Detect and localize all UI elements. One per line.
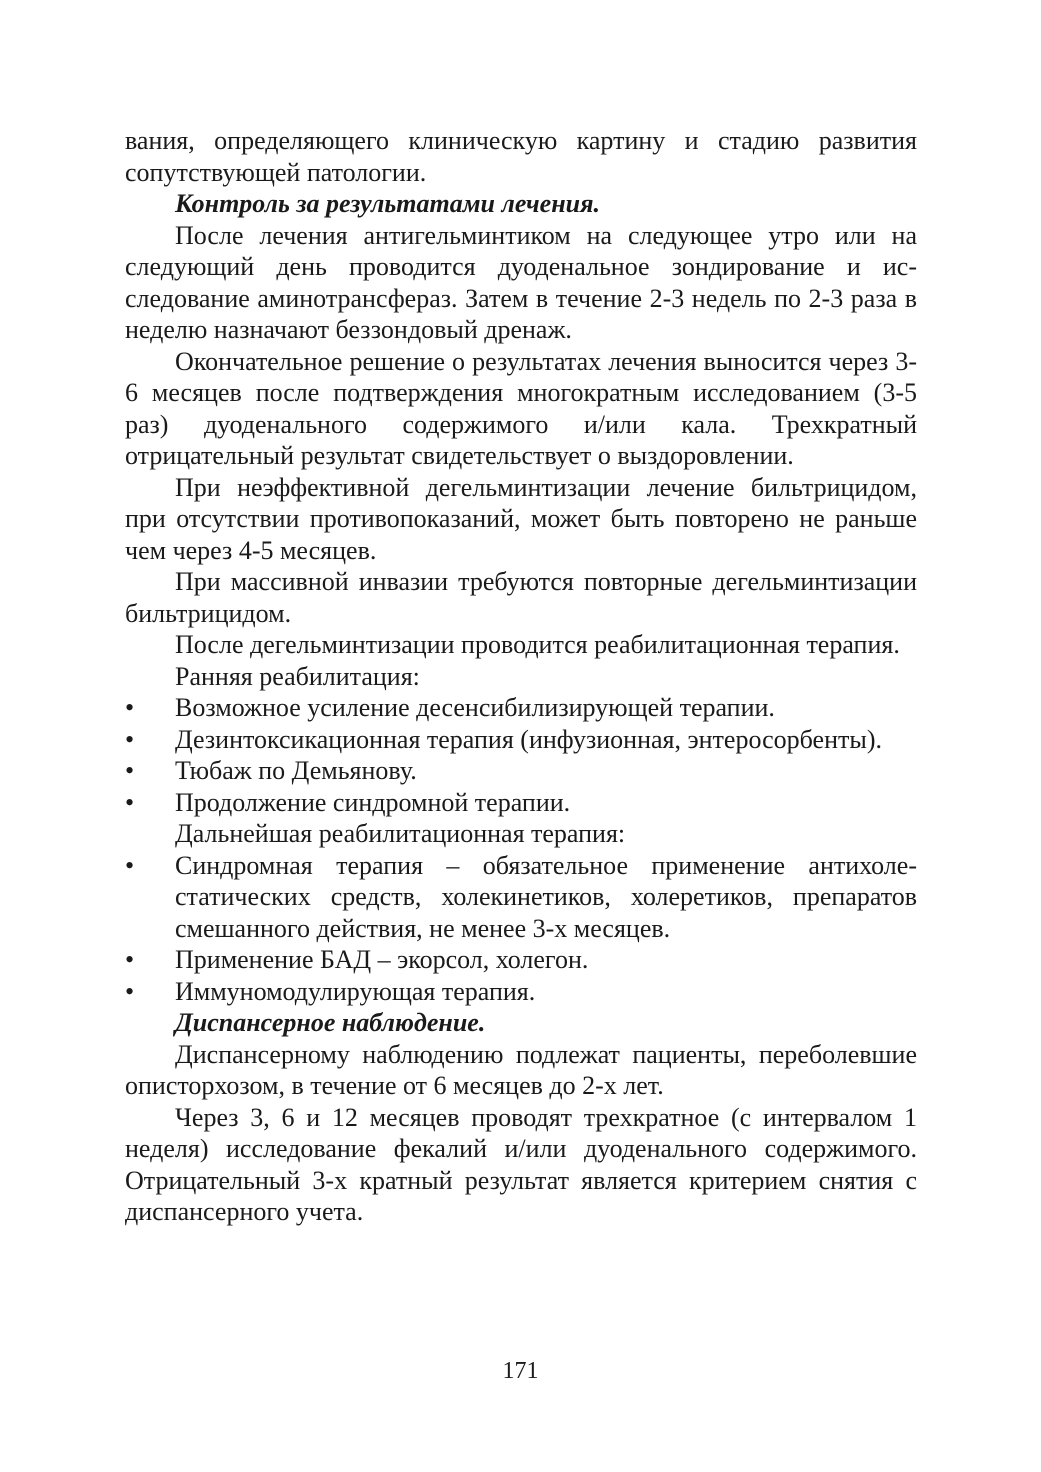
page-number: 171 bbox=[502, 1358, 539, 1384]
list-item: • Иммуномодулирующая терапия. bbox=[125, 976, 917, 1008]
continued-paragraph: вания, определяющего клиническую картину и стадию развития сопутствующей патологии. bbox=[125, 126, 917, 187]
list-item: • Дезинтоксикационная терапия (инфузионная, энтеросорбенты). bbox=[125, 724, 917, 756]
paragraph: Диспансерному наблюдению подлежат пациенты, переболевшие описторхозом, в течение от 6 месяцев до 2-х лет. bbox=[125, 1039, 917, 1100]
paragraph: При неэффективной дегельминтизации лечение бильтрицидом, при отсутствии противопоказаний, может быть повторено не раньше чем через 4-5 месяцев. bbox=[125, 472, 917, 565]
paragraph: После дегельминтизации проводится реабилитационная терапия. bbox=[175, 630, 900, 659]
paragraph: После лечения антигельминтиком на следующее утро или на следующий день проводится дуоденальное зондирование и исследование аминотрансфераз. Затем в течение 2-3 недель по 2-3 раза в неделю назначают беззондовый дренаж. bbox=[125, 220, 917, 344]
further-rehab-list bbox=[125, 850, 917, 1008]
list-item: • Синдромная терапия – обязательное применение антихолестатических средств, холекинетиков, холеретиков, препаратов смешанного действия, не менее 3-х месяцев. bbox=[125, 850, 917, 945]
paragraph: Окончательное решение о результатах лечения выносится через 3-6 месяцев после подтверждения многократным исследованием (3-5 раз) дуоденального содержимого и/или кала. Трехкратный отрицательный результат свидетельствует о выздоровлении. bbox=[125, 346, 917, 470]
list-item: • Возможное усиление десенсибилизирующей терапии. bbox=[125, 692, 917, 724]
paragraph: При массивной инвазии требуются повторные дегельминтизации бильтрицидом. bbox=[125, 567, 917, 628]
list-item: • Продолжение синдромной терапии. bbox=[125, 787, 917, 819]
paragraph: Через 3, 6 и 12 месяцев проводят трехкратное (с интервалом 1 неделя) исследование фекалий и/или дуоденального содержимого. Отрицательный 3-х кратный результат является критерием снятия с диспансерного учета. bbox=[125, 1102, 917, 1226]
further-rehab-label: Дальнейшая реабилитационная терапия: bbox=[175, 819, 626, 848]
early-rehab-list bbox=[125, 692, 917, 818]
list-item: • Применение БАД – экорсол, холегон. bbox=[125, 944, 917, 976]
early-rehab-label: Ранняя реабилитация: bbox=[175, 661, 420, 691]
page-body bbox=[125, 125, 917, 1228]
list-item: • Тюбаж по Демьянову. bbox=[125, 755, 917, 787]
section-heading-dispensary: Диспансерное наблюдение. bbox=[175, 1008, 486, 1037]
section-heading-treatment-control: Контроль за результатами лечения. bbox=[175, 189, 600, 218]
